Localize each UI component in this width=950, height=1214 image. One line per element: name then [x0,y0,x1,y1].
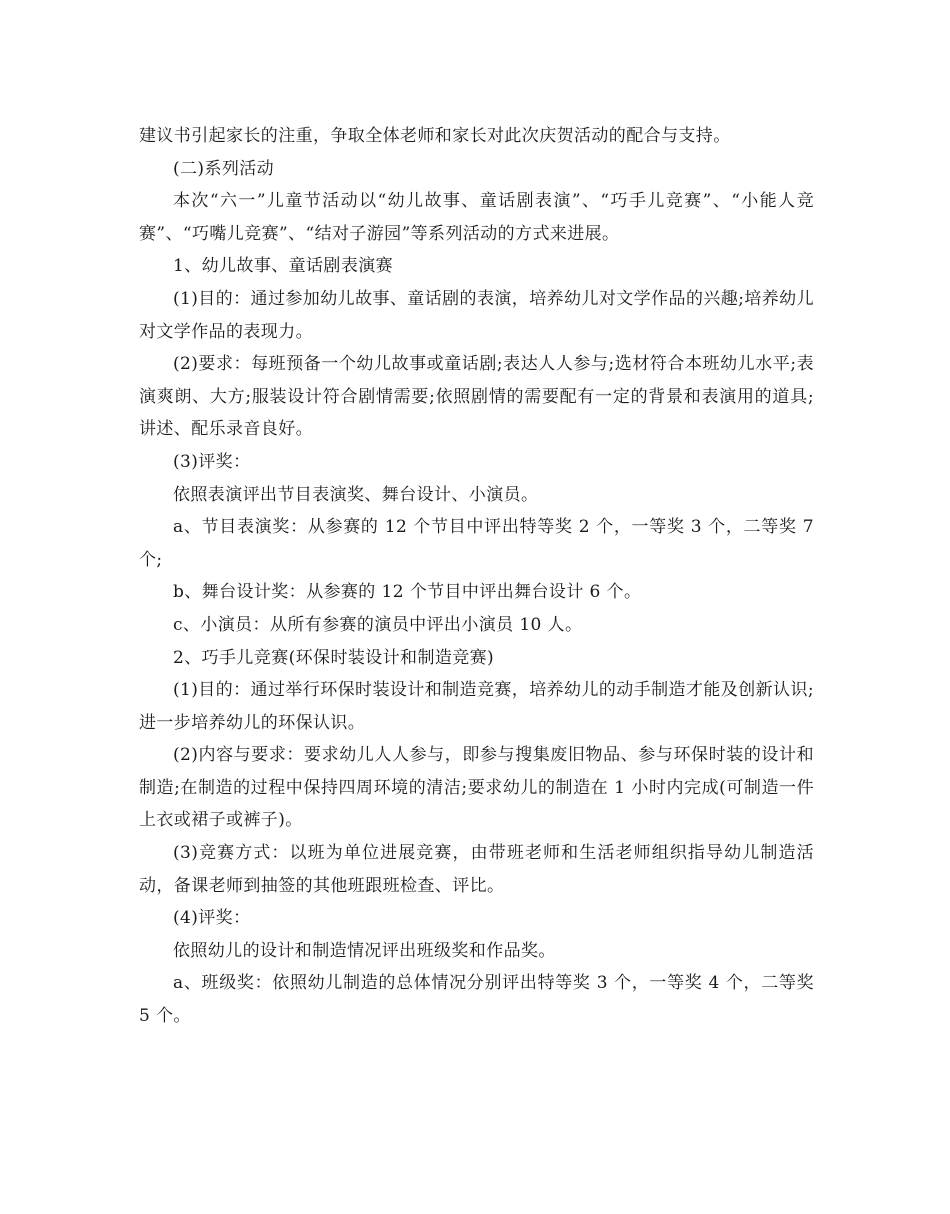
list-item: a、班级奖：依照幼儿制造的总体情况分别评出特等奖 3 个，一等奖 4 个，二等奖 5 个。 [139,973,814,1027]
list-item: c、小演员：从所有参赛的演员中评出小演员 10 人。 [173,614,583,635]
paragraph: (1)目的：通过参加幼儿故事、童话剧的表演，培养幼儿对文学作品的兴趣;培养幼儿对文学作品的表现力。 [139,288,814,342]
paragraph: 依照幼儿的设计和制造情况评出班级奖和作品奖。 [173,940,556,961]
paragraph: 本次“六一”儿童节活动以“幼儿故事、童话剧表演”、“巧手儿竞赛”、“小能人竞赛”、“巧嘴儿竞赛”、“结对子游园”等系列活动的方式来进展。 [139,191,814,244]
list-item: a、节目表演奖：从参赛的 12 个节目中评出特等奖 2 个，一等奖 3 个，二等奖 7 个; [139,517,814,570]
subsection-heading: 1、幼儿故事、童话剧表演赛 [173,256,394,277]
paragraph: (2)内容与要求：要求幼儿人人参与，即参与搜集废旧物品、参与环保时装的设计和制造;在制造的过程中保持四周环境的清洁;要求幼儿的制造在 1 小时内完成(可制造一件上衣或裙子或裤子)。 [139,745,814,831]
document-body [139,120,814,1033]
paragraph-continuation: 建议书引起家长的注重，争取全体老师和家长对此次庆贺活动的配合与支持。 [139,126,731,146]
subsection-heading: 2、巧手儿竞赛(环保时装设计和制造竞赛) [173,647,495,668]
paragraph: 依照表演评出节目表演奖、舞台设计、小演员。 [173,484,539,505]
paragraph: (2)要求：每班预备一个幼儿故事或童话剧;表达人人参与;选材符合本班幼儿水平;表演爽朗、大方;服装设计符合剧情需要;依照剧情的需要配有一定的背景和表演用的道具;讲述、配乐录音良好。 [139,354,814,440]
list-item: b、舞台设计奖：从参赛的 12 个节目中评出舞台设计 6 个。 [173,582,642,603]
paragraph: (1)目的：通过举行环保时装设计和制造竞赛，培养幼儿的动手制造才能及创新认识;进一步培养幼儿的环保认识。 [139,680,814,733]
item-heading: (4)评奖： [173,908,251,929]
item-heading: (3)评奖： [173,451,251,472]
section-heading: (二)系列活动 [173,158,275,179]
paragraph: (3)竞赛方式：以班为单位进展竞赛，由带班老师和生活老师组织指导幼儿制造活动，备课老师到抽签的其他班跟班检查、评比。 [139,843,814,896]
